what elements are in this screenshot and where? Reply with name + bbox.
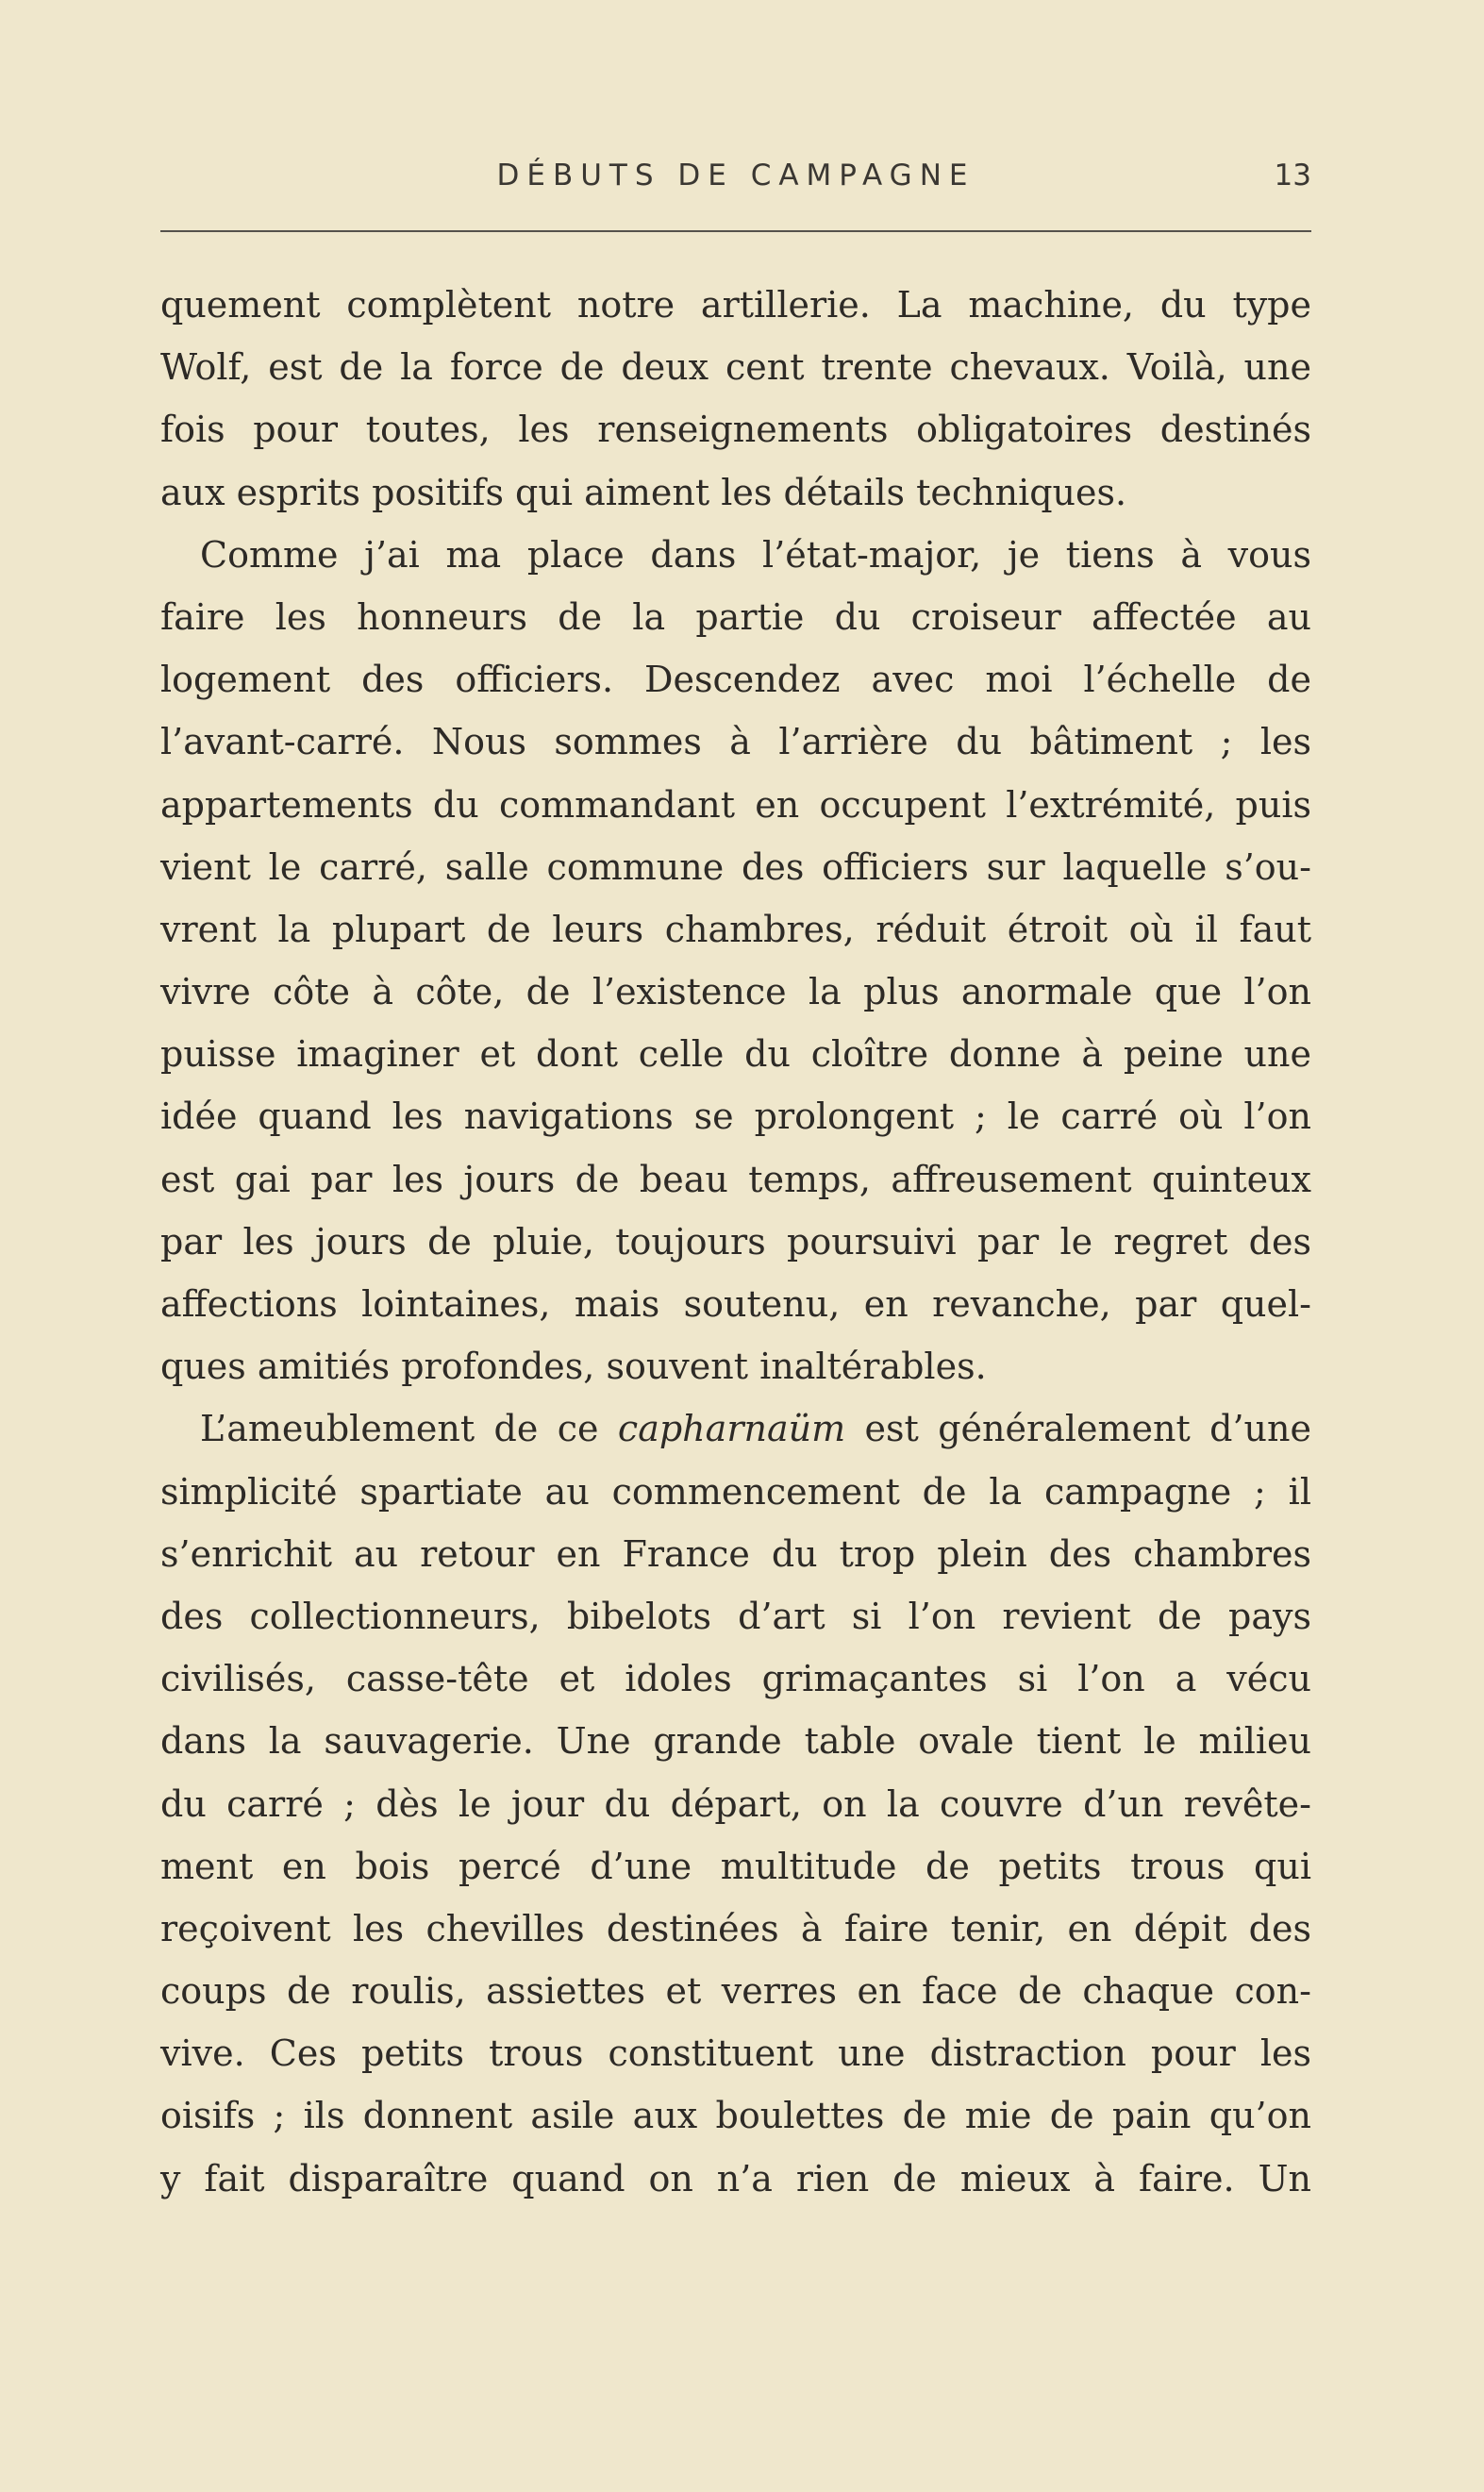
text-line: vive. Ces petits trous constituent une distraction pour les (160, 2032, 1311, 2075)
text-line: idée quand les navigations se prolongent ; le carré où l’on (160, 1095, 1311, 1138)
text-line: s’enrichit au retour en France du trop plein des chambres (160, 1532, 1311, 1575)
line-text-end: d’une (1209, 1408, 1311, 1450)
text-line: vient le carré, salle commune des officiers sur laquelle s’ou- (160, 845, 1311, 888)
italic-word: capharnaüm (617, 1408, 846, 1450)
text-line: civilisés, casse-tête et idoles grimaçantes si l’on a vécu (160, 1658, 1311, 1700)
text-line: faire les honneurs de la partie du croiseur affectée au (160, 595, 1311, 638)
text-line: appartements du commandant en occupent l’extrémité, puis (160, 783, 1311, 826)
text-line: dans la sauvagerie. Une grande table ovale tient le milieu (160, 1720, 1311, 1763)
line-text-before-italic: L’ameublement de ce (200, 1408, 599, 1450)
text-line: coups de roulis, assiettes et verres en face de chaque con- (160, 1970, 1311, 2013)
text-line: des collectionneurs, bibelots d’art si l’on revient de pays (160, 1595, 1311, 1637)
paragraph-start-line: Comme j’ai ma place dans l’état-major, je tiens à vous (200, 533, 1311, 576)
text-line: par les jours de pluie, toujours poursuivi par le regret des (160, 1220, 1311, 1263)
text-line: aux esprits positifs qui aiment les détails techniques. (160, 471, 1127, 513)
text-line: ques amitiés profondes, souvent inaltérables. (160, 1346, 987, 1388)
text-line: vrent la plupart de leurs chambres, réduit étroit où il faut (160, 908, 1311, 950)
text-line: Wolf, est de la force de deux cent trente chevaux. Voilà, une (160, 346, 1311, 389)
page-number: 13 (1274, 159, 1311, 192)
line-text-after-italic: est généralement (864, 1408, 1191, 1450)
text-line: reçoivent les chevilles destinées à faire tenir, en dépit des (160, 1907, 1311, 1949)
paragraph-start-line (160, 1397, 1311, 1460)
text-line: ment en bois percé d’une multitude de petits trous qui (160, 1845, 1311, 1887)
text-line: logement des officiers. Descendez avec moi l’échelle de (160, 659, 1311, 701)
text-line: affections lointaines, mais soutenu, en revanche, par quel- (160, 1283, 1311, 1325)
text-line: simplicité spartiate au commencement de la campagne ; il (160, 1470, 1311, 1513)
text-line: du carré ; dès le jour du départ, on la couvre d’un revête- (160, 1782, 1311, 1825)
text-line: est gai par les jours de beau temps, affreusement quinteux (160, 1158, 1311, 1200)
running-head (160, 159, 1311, 206)
running-title: DÉBUTS DE CAMPAGNE (496, 159, 975, 192)
text-line: fois pour toutes, les renseignements obligatoires destinés (160, 409, 1311, 451)
text-line: y fait disparaître quand on n’a rien de mieux à faire. Un (160, 2157, 1311, 2199)
text-line: quement complètent notre artillerie. La machine, du type (160, 284, 1311, 326)
text-line: puisse imaginer et dont celle du cloître donne à peine une (160, 1033, 1311, 1076)
text-line: vivre côte à côte, de l’existence la plus anormale que l’on (160, 971, 1311, 1013)
text-line: oisifs ; ils donnent asile aux boulettes de mie de pain qu’on (160, 2095, 1311, 2137)
text-line: l’avant-carré. Nous sommes à l’arrière du bâtiment ; les (160, 721, 1311, 763)
header-rule (160, 230, 1311, 232)
body-text (160, 274, 1311, 2210)
